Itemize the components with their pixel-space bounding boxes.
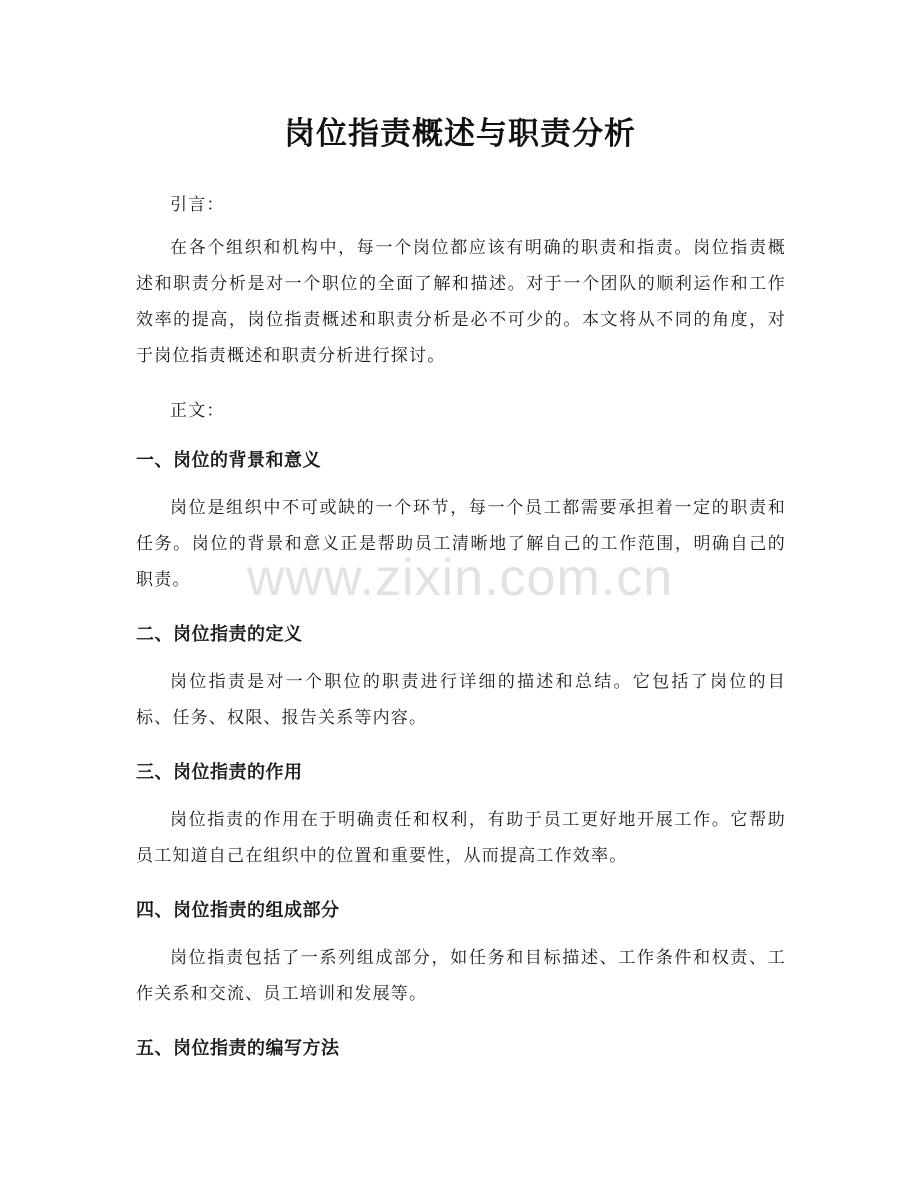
section-text-4: 岗位指责包括了一系列组成部分，如任务和目标描述、工作条件和权责、工作关系和交流、员工培训和发展等。 [136,948,786,1004]
section-heading-1: 一、岗位的背景和意义 [136,450,321,471]
body-label: 正文： [170,401,225,421]
section-heading-5: 五、岗位指责的编写方法 [136,1038,340,1059]
intro-paragraph: 在各个组织和机构中，每一个岗位都应该有明确的职责和指责。岗位指责概述和职责分析是对一个职位的全面了解和描述。对于一个团队的顺利运作和工作效率的提高，岗位指责概述和职责分析是必不可少的。本文将从不同的角度，对于岗位指责概述和职责分析进行探讨。 [136,238,786,366]
section-heading-3: 三、岗位指责的作用 [136,762,303,783]
section-heading-2: 二、岗位指责的定义 [136,624,303,645]
watermark: www.zixin.com.cn [246,549,674,607]
section-heading-4: 四、岗位指责的组成部分 [136,900,340,921]
section-text-1: 岗位是组织中不可或缺的一个环节，每一个员工都需要承担着一定的职责和任务。岗位的背景和意义正是帮助员工清晰地了解自己的工作范围，明确自己的职责。 [136,498,786,590]
section-text-2: 岗位指责是对一个职位的职责进行详细的描述和总结。它包括了岗位的目标、任务、权限、报告关系等内容。 [136,672,786,728]
section-text-3: 岗位指责的作用在于明确责任和权利，有助于员工更好地开展工作。它帮助员工知道自己在组织中的位置和重要性，从而提高工作效率。 [136,810,786,866]
intro-label: 引言： [170,195,225,215]
page-title: 岗位指责概述与职责分析 [284,116,636,152]
